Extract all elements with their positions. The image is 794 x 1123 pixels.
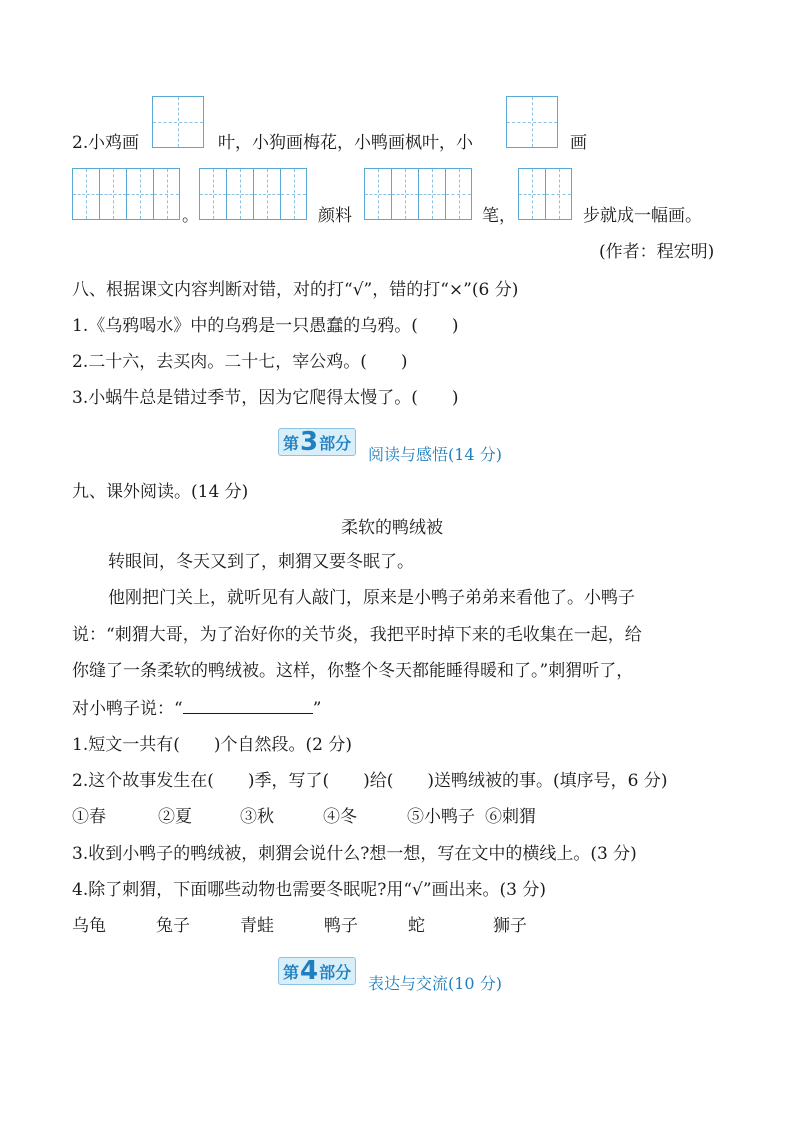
passage-paragraph-1: 转眼间，冬天又到了，刺猬又要冬眠了。 xyxy=(108,552,414,572)
passage-paragraph-2-line-1: 他刚把门关上，就听见有人敲门，原来是小鸭子弟弟来看他了。小鸭子 xyxy=(108,588,635,608)
grid-cell[interactable] xyxy=(126,168,153,220)
passage-paragraph-2-line-2: 说：“刺猬大哥，为了治好你的关节炎，我把平时掉下来的毛收集在一起，给 xyxy=(72,625,642,645)
passage-title: 柔软的鸭绒被 xyxy=(341,518,443,538)
q2-number: 2. xyxy=(72,133,89,153)
passage-paragraph-2-line-4: 对小鸭子说：“ ” xyxy=(72,699,322,719)
option-6: ⑥刺猬 xyxy=(485,807,536,827)
part-4-badge: 第 4 部分 xyxy=(278,957,356,985)
judge-item-3: 3.小蜗牛总是错过季节，因为它爬得太慢了。( ) xyxy=(72,388,459,408)
grid-cell[interactable] xyxy=(518,168,545,220)
grid-cell[interactable] xyxy=(72,168,99,220)
q2-text-2: 叶，小狗画梅花，小鸭画枫叶，小 xyxy=(218,133,473,153)
grid-cell[interactable] xyxy=(445,168,472,220)
q2-text-6: 笔， xyxy=(482,206,516,226)
q2-text-4: 。 xyxy=(182,206,199,226)
grid-cell[interactable] xyxy=(280,168,307,220)
part-3-title: 阅读与感悟(14 分) xyxy=(368,445,502,464)
option-4: ④冬 xyxy=(323,807,357,827)
grid-cell[interactable] xyxy=(199,168,226,220)
grid-cell[interactable] xyxy=(253,168,280,220)
judge-item-1: 1.《乌鸦喝水》中的乌鸦是一只愚蠢的乌鸦。( ) xyxy=(72,316,459,336)
option-3: ③秋 xyxy=(240,807,274,827)
passage-paragraph-2-line-3: 你缝了一条柔软的鸭绒被。这样，你整个冬天都能睡得暖和了。”刺猬听了， xyxy=(72,661,634,681)
animal-option: 兔子 xyxy=(156,916,190,936)
question-1: 1.短文一共有( )个自然段。(2 分) xyxy=(72,735,352,755)
animal-option: 狮子 xyxy=(493,916,527,936)
grid-cell[interactable] xyxy=(545,168,572,220)
grid-cell[interactable] xyxy=(152,96,204,148)
grid-cell[interactable] xyxy=(226,168,253,220)
grid-cell[interactable] xyxy=(418,168,445,220)
question-3: 3.收到小鸭子的鸭绒被，刺猬会说什么?想一想，写在文中的横线上。(3 分) xyxy=(72,844,637,864)
animal-option: 乌龟 xyxy=(72,916,106,936)
part-4-title: 表达与交流(10 分) xyxy=(368,974,502,993)
q2-text-1: 小鸡画 xyxy=(88,133,139,153)
q2-text-7: 步就成一幅画。 xyxy=(583,206,702,226)
grid-cell[interactable] xyxy=(391,168,418,220)
writing-grid-4[interactable] xyxy=(199,168,307,220)
writing-grid-5[interactable] xyxy=(364,168,472,220)
writing-grid-1[interactable] xyxy=(152,96,204,148)
section-8-title: 八、根据课文内容判断对错，对的打“√”，错的打“×”(6 分) xyxy=(72,280,519,300)
writing-grid-3[interactable] xyxy=(72,168,180,220)
grid-cell[interactable] xyxy=(364,168,391,220)
judge-item-2: 2.二十六，去买肉。二十七，宰公鸡。( ) xyxy=(72,352,408,372)
animal-option: 鸭子 xyxy=(324,916,358,936)
option-1: ①春 xyxy=(72,807,106,827)
option-5: ⑤小鸭子 xyxy=(407,807,475,827)
part-3-badge: 第 3 部分 xyxy=(278,428,356,456)
answer-blank[interactable] xyxy=(183,699,313,714)
author-credit: (作者：程宏明) xyxy=(599,242,715,262)
writing-grid-2[interactable] xyxy=(506,96,558,148)
option-2: ②夏 xyxy=(158,807,192,827)
grid-cell[interactable] xyxy=(506,96,558,148)
section-9-title: 九、课外阅读。(14 分) xyxy=(72,482,249,502)
q2-text-3: 画 xyxy=(570,133,587,153)
animal-option: 青蛙 xyxy=(240,916,274,936)
writing-grid-6[interactable] xyxy=(518,168,572,220)
question-4: 4.除了刺猬，下面哪些动物也需要冬眠呢?用“√”画出来。(3 分) xyxy=(72,880,547,900)
grid-cell[interactable] xyxy=(153,168,180,220)
grid-cell[interactable] xyxy=(99,168,126,220)
q2-text-5: 颜料 xyxy=(318,206,352,226)
animal-option: 蛇 xyxy=(408,916,425,936)
question-2: 2.这个故事发生在( )季，写了( )给( )送鸭绒被的事。(填序号，6 分) xyxy=(72,771,668,791)
